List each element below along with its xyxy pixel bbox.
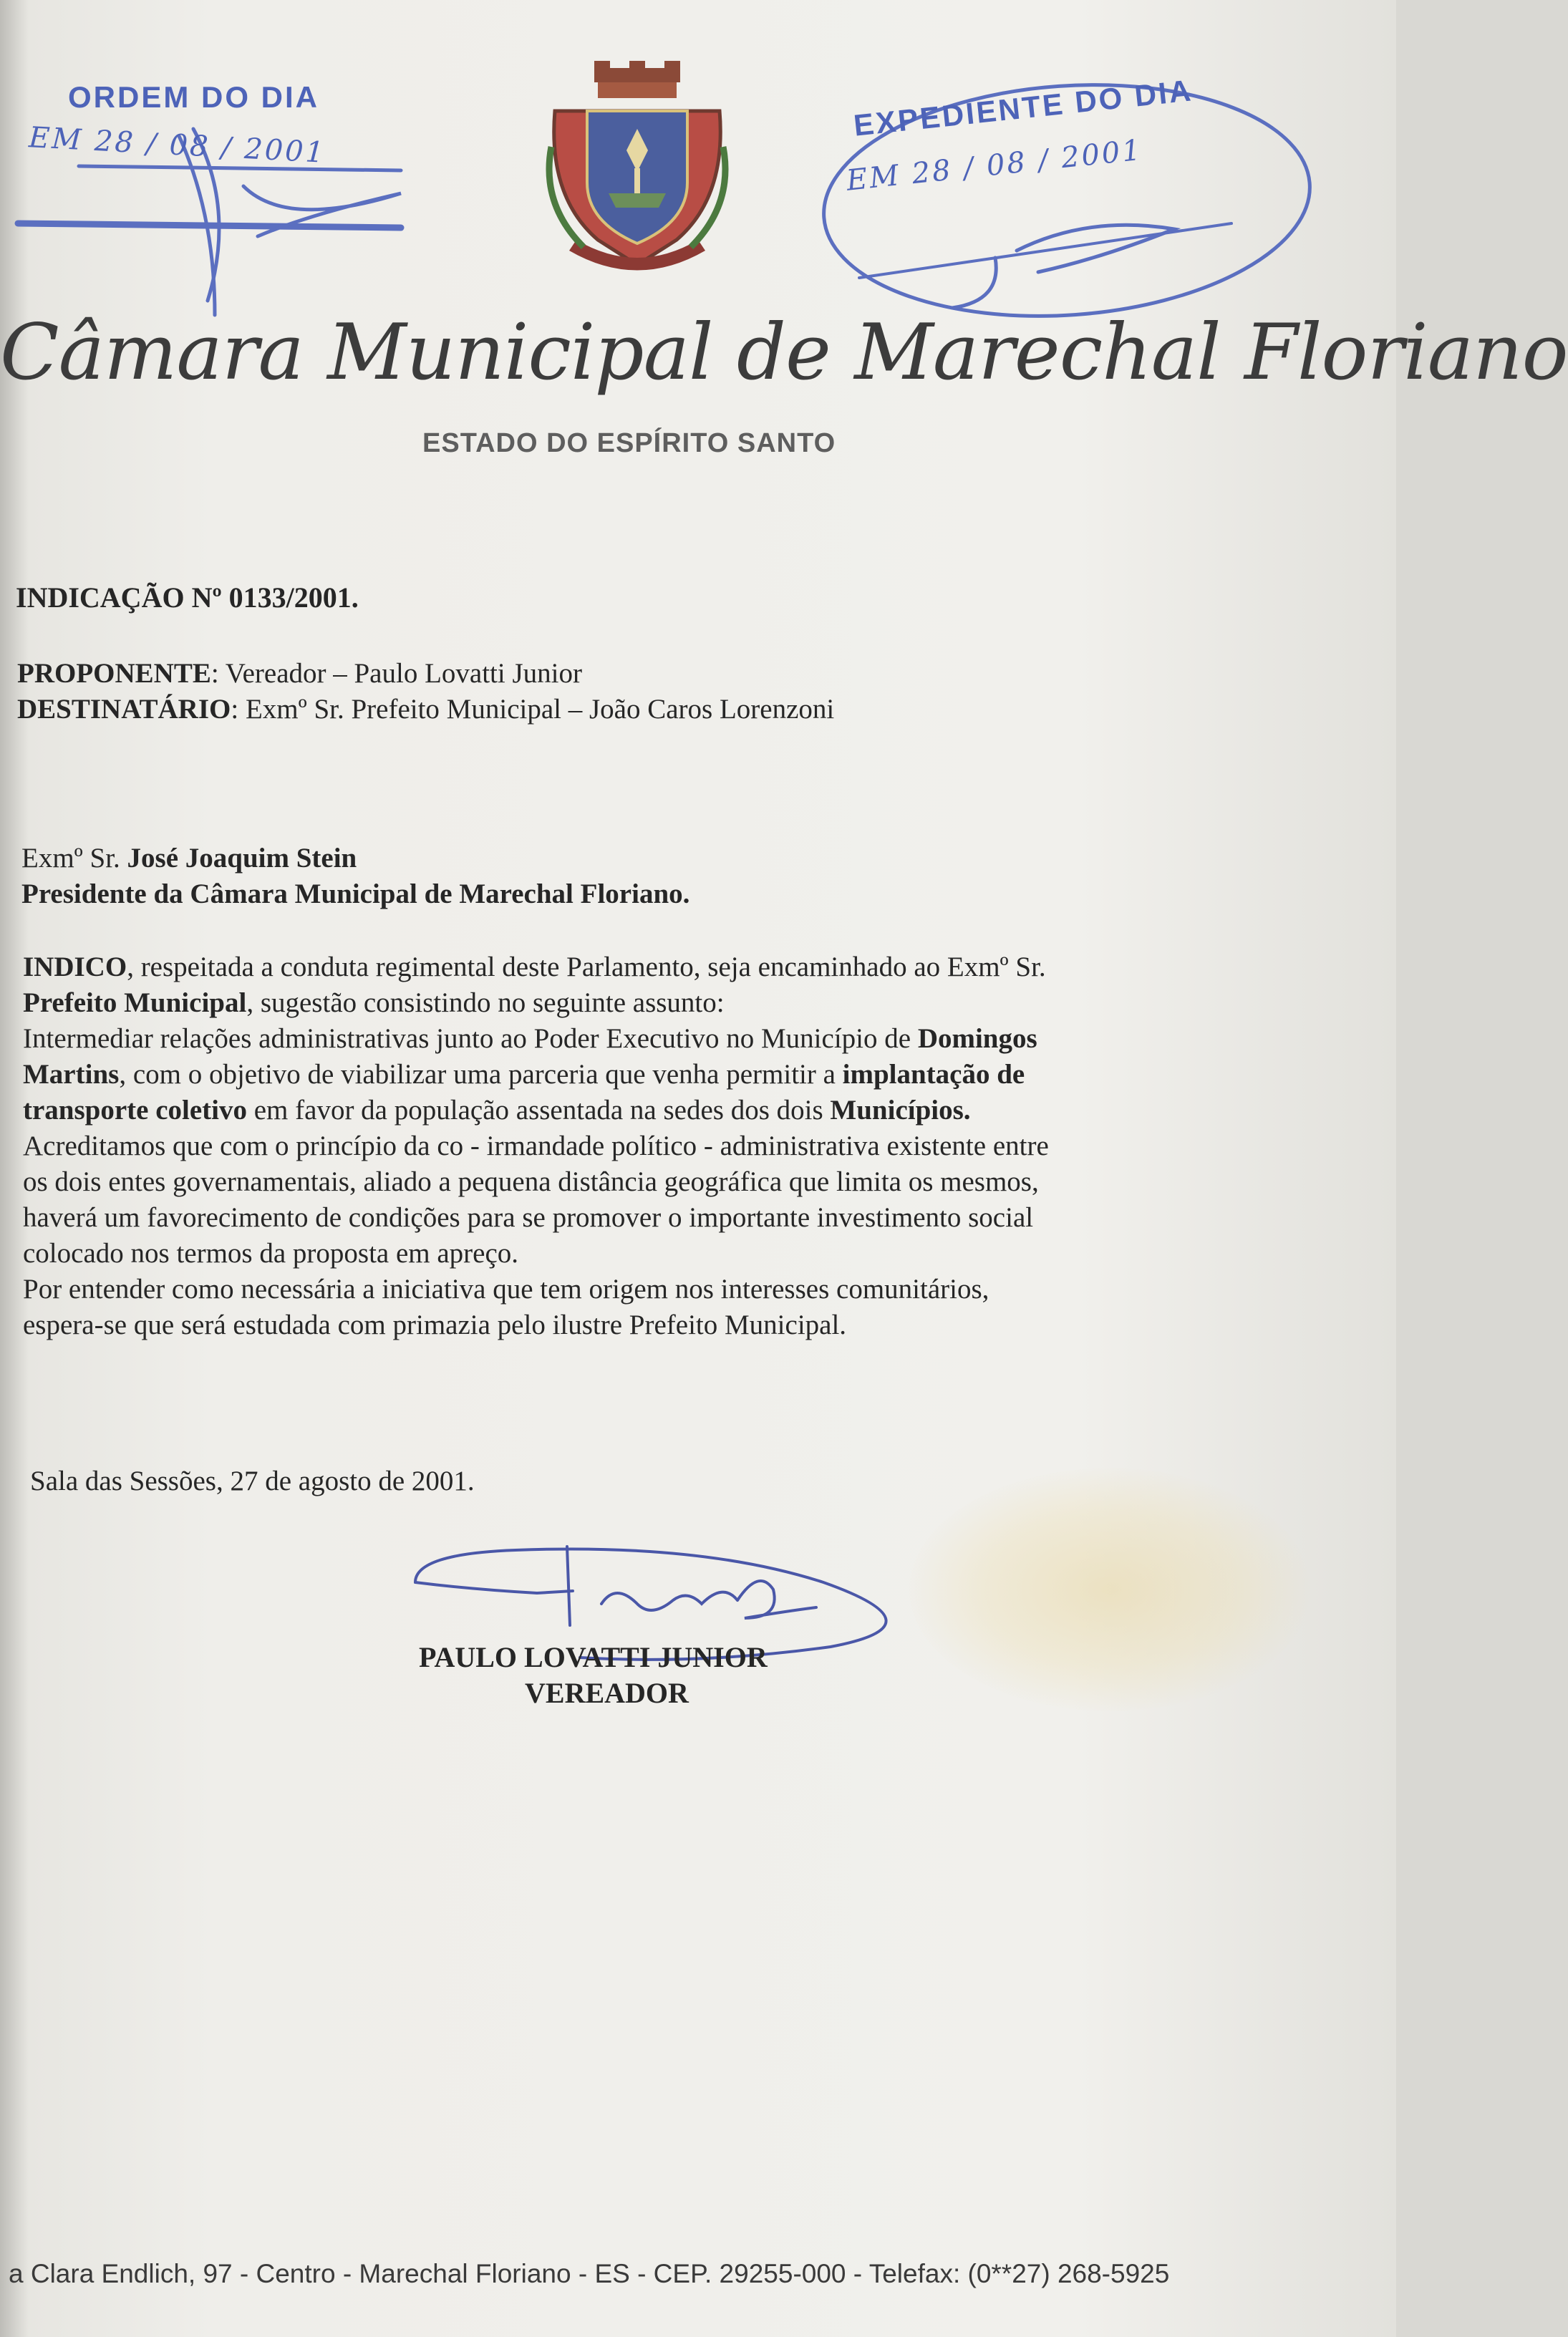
body-line: [23, 949, 1049, 985]
addressee-prefix: Exmº Sr.: [21, 843, 127, 874]
body-emphasis: transporte coletivo: [23, 1095, 247, 1126]
chamber-title: Câmara Municipal de Marechal Floriano: [0, 308, 1568, 397]
coat-of-arms-seal: [541, 61, 734, 283]
body-line: [23, 1057, 1049, 1093]
proponente-label: PROPONENTE: [17, 658, 211, 689]
destinatario-value: : Exmº Sr. Prefeito Municipal – João Caros Lorenzoni: [231, 694, 835, 725]
addressee-block: [21, 841, 689, 912]
body-line: colocado nos termos da proposta em apreço.: [23, 1238, 519, 1269]
body-line: [23, 1021, 1049, 1057]
proponent-block: [17, 656, 834, 727]
body-line: Por entender como necessária a iniciativa que tem origem nos interesses comunitários,: [23, 1274, 989, 1305]
body-line: [23, 985, 1049, 1021]
state-subtitle: ESTADO DO ESPÍRITO SANTO: [422, 428, 836, 458]
body-line: os dois entes governamentais, aliado a pequena distância geográfica que limita os mesmos,: [23, 1166, 1039, 1197]
body-emphasis: INDICO: [23, 952, 127, 982]
footer-address: a Clara Endlich, 97 - Centro - Marechal Floriano - ES - CEP. 29255-000 - Telefax: (0**27) 268-5925: [9, 2259, 1170, 2288]
expediente-stamp-date: EM 28 / 08 / 2001: [845, 133, 1144, 198]
body-text: , sugestão consistindo no seguinte assunto:: [246, 987, 725, 1018]
body-emphasis: Municípios.: [830, 1095, 971, 1126]
expediente-stamp-title: EXPEDIENTE DO DIA: [852, 73, 1195, 142]
body-line: [23, 1093, 1049, 1128]
ordem-do-dia-stamp-title: ORDEM DO DIA: [68, 80, 319, 114]
destinatario-label: DESTINATÁRIO: [17, 694, 231, 725]
addressee-name: José Joaquim Stein: [127, 843, 357, 874]
signatory-name: PAULO LOVATTI JUNIOR: [419, 1641, 768, 1673]
body-line: Acreditamos que com o princípio da co - irmandade político - administrativa existente entre: [23, 1131, 1049, 1161]
proponente-line: [17, 656, 834, 692]
session-date-line: Sala das Sessões, 27 de agosto de 2001.: [30, 1466, 475, 1496]
proponente-value: : Vereador – Paulo Lovatti Junior: [210, 658, 582, 689]
destinatario-line: [17, 692, 834, 727]
ordem-do-dia-stamp-date: EM 28 / 08 / 2001: [28, 121, 327, 170]
body-paragraph: [23, 949, 1049, 1343]
body-emphasis: Prefeito Municipal: [23, 987, 247, 1018]
body-text: em favor da população assentada na sedes dos dois: [247, 1095, 831, 1126]
body-text: , respeitada a conduta regimental deste Parlamento, seja encaminhado ao Exmº Sr.: [127, 952, 1046, 982]
body-emphasis: Martins: [23, 1059, 120, 1090]
body-text: Intermediar relações administrativas junto ao Poder Executivo no Município de: [23, 1023, 918, 1054]
paper-stain: [909, 1468, 1310, 1711]
body-emphasis: Domingos: [917, 1023, 1037, 1054]
body-text: , com o objetivo de viabilizar uma parceria que venha permitir a: [119, 1059, 843, 1090]
body-line: espera-se que será estudada com primazia pelo ilustre Prefeito Municipal.: [23, 1310, 847, 1340]
body-emphasis: implantação de: [842, 1059, 1025, 1090]
signatory-role: VEREADOR: [525, 1677, 689, 1709]
indicacao-number: INDICAÇÃO Nº 0133/2001.: [16, 581, 359, 614]
body-line: haverá um favorecimento de condições para se promover o importante investimento social: [23, 1202, 1034, 1233]
addressee-title: Presidente da Câmara Municipal de Marechal Floriano.: [21, 879, 690, 909]
addressee-line: [21, 841, 689, 876]
